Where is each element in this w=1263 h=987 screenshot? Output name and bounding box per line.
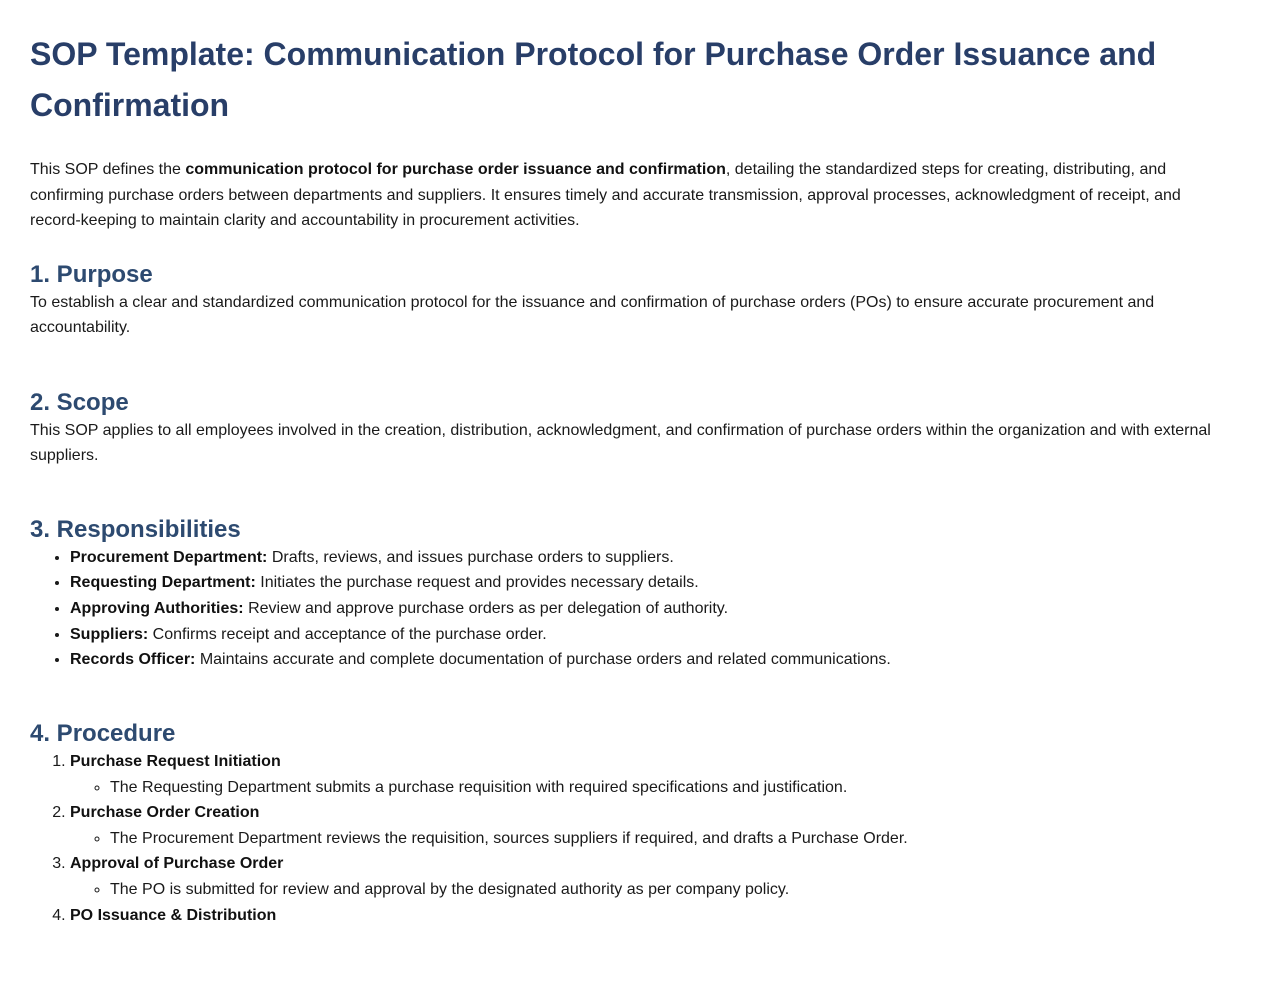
step-title: Purchase Request Initiation bbox=[70, 753, 281, 771]
intro-paragraph bbox=[30, 157, 1233, 234]
role-label: Approving Authorities: bbox=[70, 599, 244, 617]
step-detail: ◦ The Requesting Department submits a purchase requisition with required specifications and justification. bbox=[110, 775, 1233, 801]
list-item bbox=[70, 622, 1233, 648]
role-description: Review and approve purchase orders as per delegation of authority. bbox=[243, 599, 729, 617]
step-details bbox=[70, 826, 1233, 852]
role-label: Procurement Department: bbox=[70, 548, 268, 566]
intro-text-start: This SOP defines the bbox=[30, 161, 186, 178]
purpose-heading: 1. Purpose bbox=[30, 260, 153, 288]
step-details bbox=[70, 877, 1233, 903]
responsibilities-list bbox=[30, 545, 1233, 674]
step-detail: ◦ The PO is submitted for review and approval by the designated authority as per company policy. bbox=[110, 877, 1233, 903]
step-title: Approval of Purchase Order bbox=[70, 855, 284, 873]
procedure-step bbox=[70, 749, 1233, 800]
role-label: Suppliers: bbox=[70, 625, 149, 643]
step-title: Purchase Order Creation bbox=[70, 804, 260, 822]
role-description: Initiates the purchase request and provides necessary details. bbox=[255, 574, 699, 592]
intro-bold-phrase: communication protocol for purchase order issuance and confirmation bbox=[185, 161, 726, 178]
scope-heading: 2. Scope bbox=[30, 388, 129, 416]
role-label: Requesting Department: bbox=[70, 574, 256, 592]
step-detail: ◦ The Procurement Department reviews the requisition, sources suppliers if required, and drafts a Purchase Order. bbox=[110, 826, 1233, 852]
step-details bbox=[70, 775, 1233, 801]
list-item bbox=[70, 647, 1233, 673]
list-item bbox=[70, 545, 1233, 571]
procedure-step bbox=[70, 800, 1233, 851]
procedure-heading: 4. Procedure bbox=[30, 720, 176, 748]
purpose-text: To establish a clear and standardized communication protocol for the issuance and confirmation of purchase orders (POs) to ensure accurate procurement and accountability. bbox=[30, 293, 1155, 336]
scope-text: This SOP applies to all employees involved in the creation, distribution, acknowledgment, and confirmation of purchase orders within the organization and with external suppliers. bbox=[30, 421, 1211, 464]
procedure-step bbox=[70, 851, 1233, 902]
role-description: Confirms receipt and acceptance of the purchase order. bbox=[148, 625, 547, 643]
procedure-step bbox=[70, 903, 1233, 929]
responsibilities-heading: 3. Responsibilities bbox=[30, 515, 241, 543]
role-label: Records Officer: bbox=[70, 651, 196, 669]
intro-text-end: , detailing the standardized steps for creating, distributing, and confirming purchase orders between departments and suppliers. It ensures timely and accurate transmission, approval processes, acknowledgment of receipt, and record-keeping to maintain clarity and accountability in procurement activities. bbox=[30, 161, 1181, 229]
role-description: Maintains accurate and complete documentation of purchase orders and related communications. bbox=[195, 651, 891, 669]
list-item bbox=[70, 570, 1233, 596]
step-title: PO Issuance & Distribution bbox=[70, 906, 277, 924]
list-item bbox=[70, 596, 1233, 622]
procedure-steps bbox=[30, 749, 1233, 928]
role-description: Drafts, reviews, and issues purchase orders to suppliers. bbox=[267, 548, 674, 566]
page-title: SOP Template: Communication Protocol for Purchase Order Issuance and Confirmation bbox=[30, 36, 1157, 123]
